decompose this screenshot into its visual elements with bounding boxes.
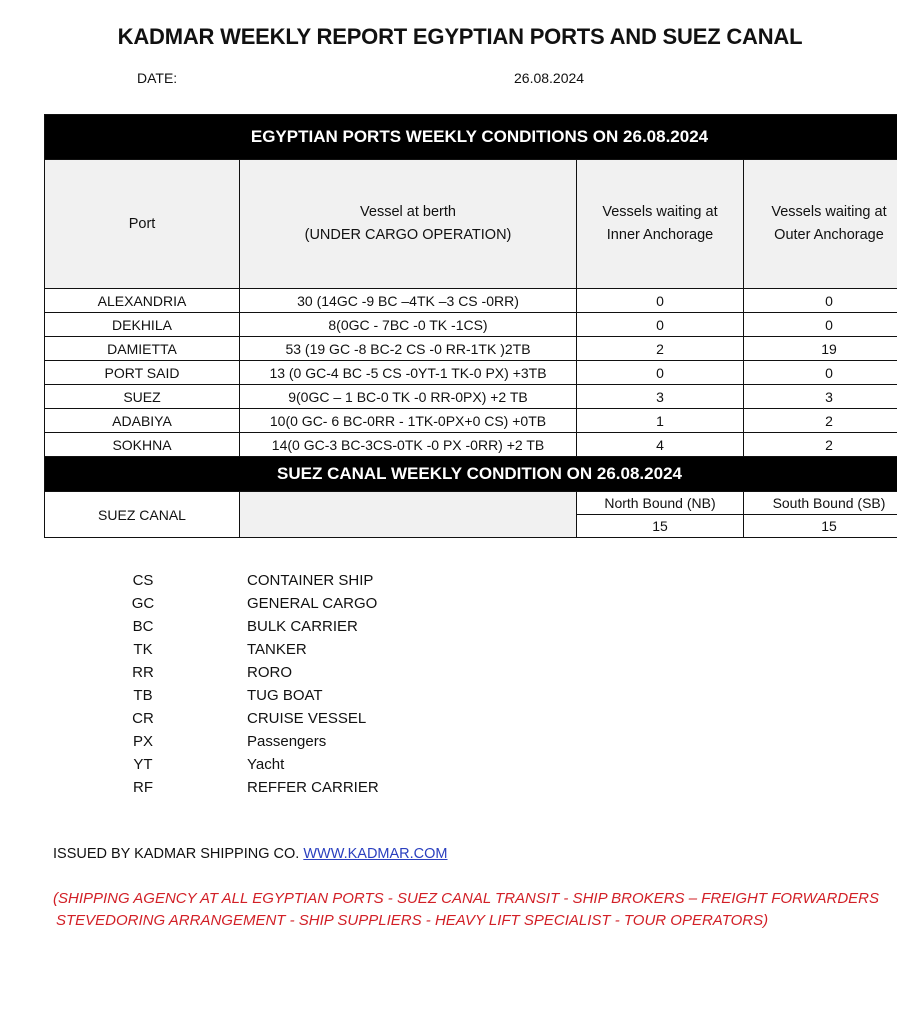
header-outer-line2: Outer Anchorage <box>774 227 884 243</box>
port-cell: ALEXANDRIA <box>45 289 240 313</box>
legend-desc: REFFER CARRIER <box>247 779 379 796</box>
inner-cell: 3 <box>577 385 744 409</box>
inner-cell: 0 <box>577 289 744 313</box>
ports-conditions-table <box>44 114 897 538</box>
header-berth-line2: (UNDER CARGO OPERATION) <box>304 227 512 243</box>
header-inner <box>577 160 744 289</box>
inner-cell: 1 <box>577 409 744 433</box>
services-line-2: STEVEDORING ARRANGEMENT - SHIP SUPPLIERS - HEAVY LIFT SPECIALIST - TOUR OPERATORS) <box>56 912 769 929</box>
date-label: DATE: <box>137 70 178 86</box>
legend-abbr: YT <box>133 756 153 773</box>
legend-abbr: TB <box>133 687 153 704</box>
south-bound-label: South Bound (SB) <box>744 492 897 515</box>
services-text <box>53 888 893 932</box>
inner-cell: 0 <box>577 361 744 385</box>
header-outer <box>744 160 897 289</box>
outer-cell: 0 <box>744 289 897 313</box>
legend-abbr: PX <box>132 733 153 750</box>
legend-desc: Passengers <box>247 733 327 750</box>
header-port: Port <box>45 160 240 289</box>
table-row <box>45 289 897 313</box>
legend-abbr: TK <box>133 641 153 658</box>
table-row <box>45 385 897 409</box>
berth-cell: 9(0GC – 1 BC-0 TK -0 RR-0PX) +2 TB <box>240 385 577 409</box>
legend-desc: TANKER <box>247 641 307 658</box>
website-link[interactable]: WWW.KADMAR.COM <box>303 846 448 862</box>
legend-desc: TUG BOAT <box>247 687 323 704</box>
ports-band <box>45 115 897 160</box>
berth-cell: 10(0 GC- 6 BC-0RR - 1TK-0PX+0 CS) +0TB <box>240 409 577 433</box>
port-cell: DAMIETTA <box>45 337 240 361</box>
legend-desc: BULK CARRIER <box>247 618 358 635</box>
header-berth <box>240 160 577 289</box>
header-inner-line2: Inner Anchorage <box>606 227 714 243</box>
canal-band <box>45 457 897 492</box>
legend-desc: RORO <box>247 664 292 681</box>
canal-band-title: SUEZ CANAL WEEKLY CONDITION ON 26.08.2024 <box>45 457 897 492</box>
outer-cell: 2 <box>744 433 897 457</box>
services-line-1: (SHIPPING AGENCY AT ALL EGYPTIAN PORTS - SUEZ CANAL TRANSIT - SHIP BROKERS – FREIGHT FORWARDERS <box>53 890 879 907</box>
canal-empty-cell <box>240 492 577 538</box>
outer-cell: 19 <box>744 337 897 361</box>
outer-cell: 2 <box>744 409 897 433</box>
legend-abbr: CS <box>132 572 154 589</box>
issued-by-line <box>53 846 448 862</box>
south-bound-value: 15 <box>744 515 897 538</box>
legend-abbr: GC <box>131 595 155 612</box>
canal-label: SUEZ CANAL <box>45 492 240 538</box>
table-row <box>45 361 897 385</box>
port-cell: ADABIYA <box>45 409 240 433</box>
legend-desc: CRUISE VESSEL <box>247 710 367 727</box>
legend-desc: Yacht <box>247 756 285 773</box>
north-bound-label: North Bound (NB) <box>577 492 744 515</box>
port-cell: SOKHNA <box>45 433 240 457</box>
port-cell: PORT SAID <box>45 361 240 385</box>
outer-cell: 3 <box>744 385 897 409</box>
legend-desc: CONTAINER SHIP <box>247 572 374 589</box>
berth-cell: 30 (14GC -9 BC –4TK –3 CS -0RR) <box>240 289 577 313</box>
inner-cell: 4 <box>577 433 744 457</box>
date-value: 26.08.2024 <box>514 70 585 86</box>
north-bound-value: 15 <box>577 515 744 538</box>
ports-band-title: EGYPTIAN PORTS WEEKLY CONDITIONS ON 26.08.2024 <box>45 115 897 160</box>
legend-abbr: CR <box>132 710 154 727</box>
table-row <box>45 313 897 337</box>
canal-row-labels <box>45 492 897 515</box>
legend-abbr: RR <box>132 664 154 681</box>
inner-cell: 2 <box>577 337 744 361</box>
inner-cell: 0 <box>577 313 744 337</box>
berth-cell: 53 (19 GC -8 BC-2 CS -0 RR-1TK )2TB <box>240 337 577 361</box>
table-row <box>45 337 897 361</box>
outer-cell: 0 <box>744 361 897 385</box>
berth-cell: 8(0GC - 7BC -0 TK -1CS) <box>240 313 577 337</box>
legend-desc: GENERAL CARGO <box>247 595 378 612</box>
header-berth-line1: Vessel at berth <box>360 204 456 220</box>
ports-header-row <box>45 160 897 289</box>
header-inner-line1: Vessels waiting at <box>602 204 718 220</box>
header-outer-line1: Vessels waiting at <box>771 204 887 220</box>
table-row <box>45 433 897 457</box>
port-cell: SUEZ <box>45 385 240 409</box>
report-title: KADMAR WEEKLY REPORT EGYPTIAN PORTS AND SUEZ CANAL <box>117 24 803 49</box>
outer-cell: 0 <box>744 313 897 337</box>
berth-cell: 14(0 GC-3 BC-3CS-0TK -0 PX -0RR) +2 TB <box>240 433 577 457</box>
legend-abbr: BC <box>132 618 154 635</box>
berth-cell: 13 (0 GC-4 BC -5 CS -0YT-1 TK-0 PX) +3TB <box>240 361 577 385</box>
legend-abbr: RF <box>133 779 153 796</box>
table-row <box>45 409 897 433</box>
issued-by-text: ISSUED BY KADMAR SHIPPING CO. <box>53 846 300 862</box>
port-cell: DEKHILA <box>45 313 240 337</box>
